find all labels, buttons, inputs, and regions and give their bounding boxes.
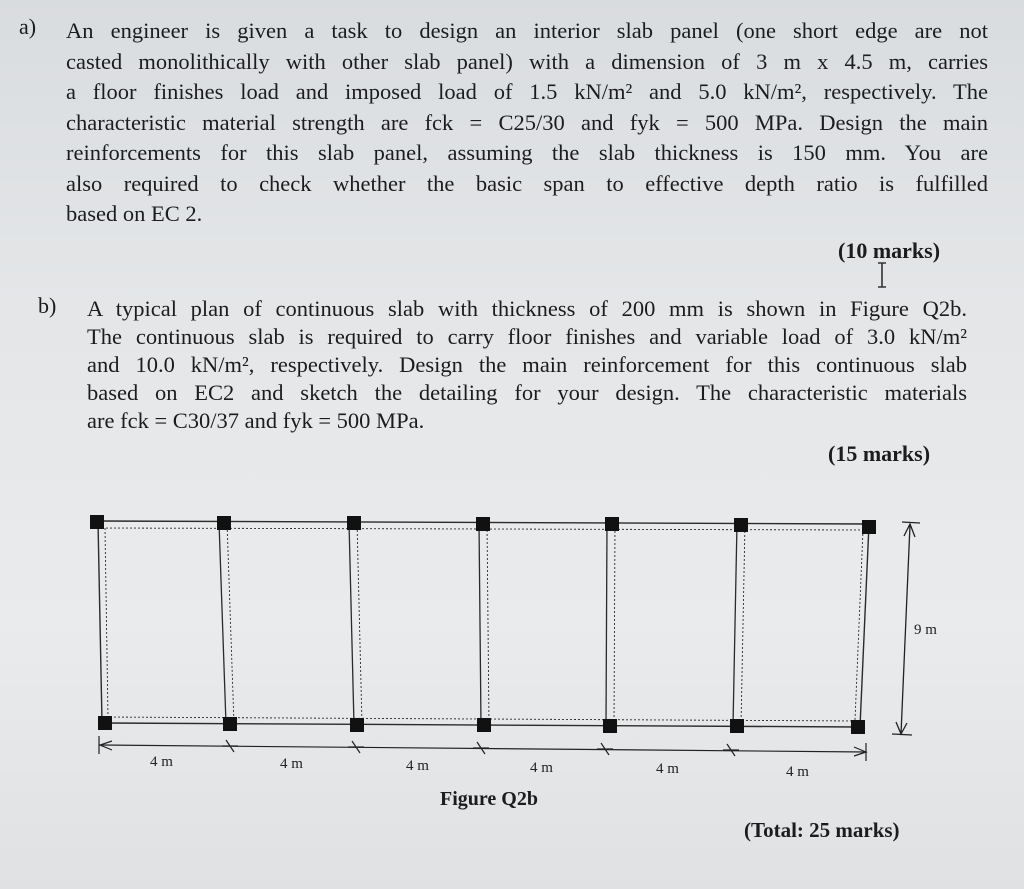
part-a-line-3: a floor finishes load and imposed load of 1.5 kN/m² and 5.0 kN/m², respectively. The [66, 79, 988, 104]
part-a-line-6: also required to check whether the basic span to effective depth ratio is fulfilled [66, 170, 988, 196]
part-a-label: a) [19, 14, 37, 39]
span-label: 4 m [530, 760, 553, 776]
part-b-line-3: and 10.0 kN/m², respectively. Design the main reinforcement for this continuous slab [87, 352, 967, 377]
part-b-label: b) [38, 293, 57, 318]
column-marker [730, 719, 744, 733]
part-a-marks: (10 marks) [838, 238, 941, 263]
span-label: 4 m [786, 764, 809, 780]
part-b-line-2: The continuous slab is required to carry floor finishes and variable load of 3.0 kN/m² [87, 324, 967, 349]
column-marker [350, 718, 364, 732]
part-a-line-4: characteristic material strength are fck = C25/30 and fyk = 500 MPa. Design the main [66, 109, 988, 135]
column-marker [605, 517, 619, 531]
part-b-line-5: are fck = C30/37 and fyk = 500 MPa. [87, 408, 425, 433]
part-a-line-7: based on EC 2. [66, 201, 203, 226]
part-a-line-5: reinforcements for this slab panel, assuming the slab thickness is 150 mm. You are [66, 140, 988, 165]
column-marker [603, 719, 617, 733]
column-marker [90, 515, 104, 529]
column-marker [477, 718, 491, 732]
figure-caption: Figure Q2b [440, 788, 538, 810]
total-marks: (Total: 25 marks) [744, 818, 900, 842]
column-marker [347, 516, 361, 530]
column-marker [862, 520, 876, 534]
part-b-line-1: A typical plan of continuous slab with thickness of 200 mm is shown in Figure Q2b. [87, 296, 967, 321]
column-marker [734, 518, 748, 532]
column-marker [851, 720, 865, 734]
part-b-line-4: based on EC2 and sketch the detailing for your design. The characteristic materials [87, 380, 967, 405]
part-a-line-2: casted monolithically with other slab panel) with a dimension of 3 m x 4.5 m, carries [66, 48, 988, 74]
column-marker [217, 516, 231, 530]
part-b-marks: (15 marks) [828, 441, 931, 466]
span-label: 4 m [150, 754, 173, 770]
span-label: 4 m [406, 758, 429, 774]
span-label: 4 m [280, 756, 303, 772]
column-marker [223, 717, 237, 731]
span-label: 4 m [656, 761, 679, 777]
column-marker [476, 517, 490, 531]
column-marker [98, 716, 112, 730]
height-label: 9 m [914, 622, 937, 638]
part-a-line-1: An engineer is given a task to design an interior slab panel (one short edge are not [66, 18, 988, 43]
